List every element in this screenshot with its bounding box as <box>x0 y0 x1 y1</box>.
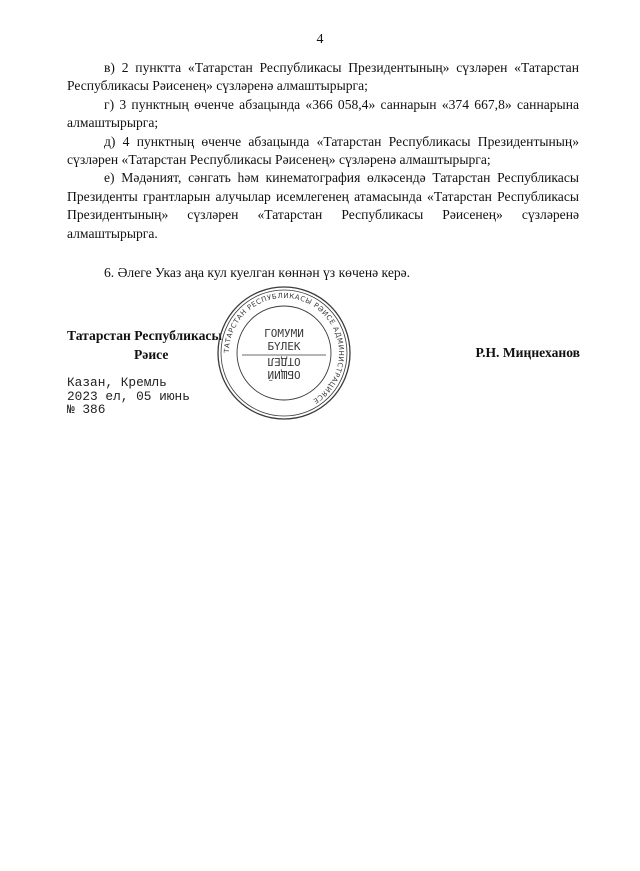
seal-ring-text: ТАТАРСТАН РЕСПУБЛИКАСЫ РӘИСЕ АДМИНИСТРАЦИЯСЕ <box>222 291 346 406</box>
signatory-title-line2: Рәисе <box>134 347 169 362</box>
issue-place: Казан, Кремль <box>67 375 167 390</box>
seal-line3: ОТДЕЛ <box>267 355 301 368</box>
paragraph-effective-date: 6. Әлеге Указ аңа кул куелган көннән үз көченә керә. <box>104 265 411 281</box>
decree-body <box>67 59 579 282</box>
issue-number: № 386 <box>67 402 106 418</box>
paragraph-e: е) Мәдәният, сәнгать һәм кинематография өлкәсендә Татарстан Республикасы Президенты грантларын алучылар исемлегенең атамасында «Татарстан Республикасы Президентының» сүзләрен «Татарстан Республикасы Рәисенең» сүзләренә алмаштырырга. <box>67 170 579 241</box>
paragraph-g: г) 3 пунктның өченче абзацында «366 058,4» саннарын «374 667,8» саннарына алмаштырырга; <box>67 96 579 131</box>
page-number: 4 <box>316 32 324 47</box>
signatory-title-line1: Татарстан Республикасы <box>67 328 223 343</box>
paragraph-v: в) 2 пунктта «Татарстан Республикасы Президентының» сүзләрен «Татарстан Республикасы Рәисенең» сүзләренә алмаштырырга; <box>67 60 579 94</box>
paragraph-d: д) 4 пунктның өченче абзацында «Татарстан Республикасы Президентының» сүзләрен «Татарстан Республикасы Рәисенең» сүзләренә алмаштырырга; <box>67 133 579 168</box>
issue-date: 2023 ел, 05 июнь <box>67 388 190 404</box>
issue-details <box>67 376 190 417</box>
seal-line4: ОБЩИЙ <box>267 368 301 381</box>
seal-line1: ГОМУМИ <box>264 327 304 340</box>
signatory-title <box>67 326 222 364</box>
signatory-name: Р.Н. Миңнеханов <box>475 345 580 360</box>
seal-line2: БҮЛЕК <box>267 340 301 353</box>
official-seal-stamp <box>216 285 352 421</box>
